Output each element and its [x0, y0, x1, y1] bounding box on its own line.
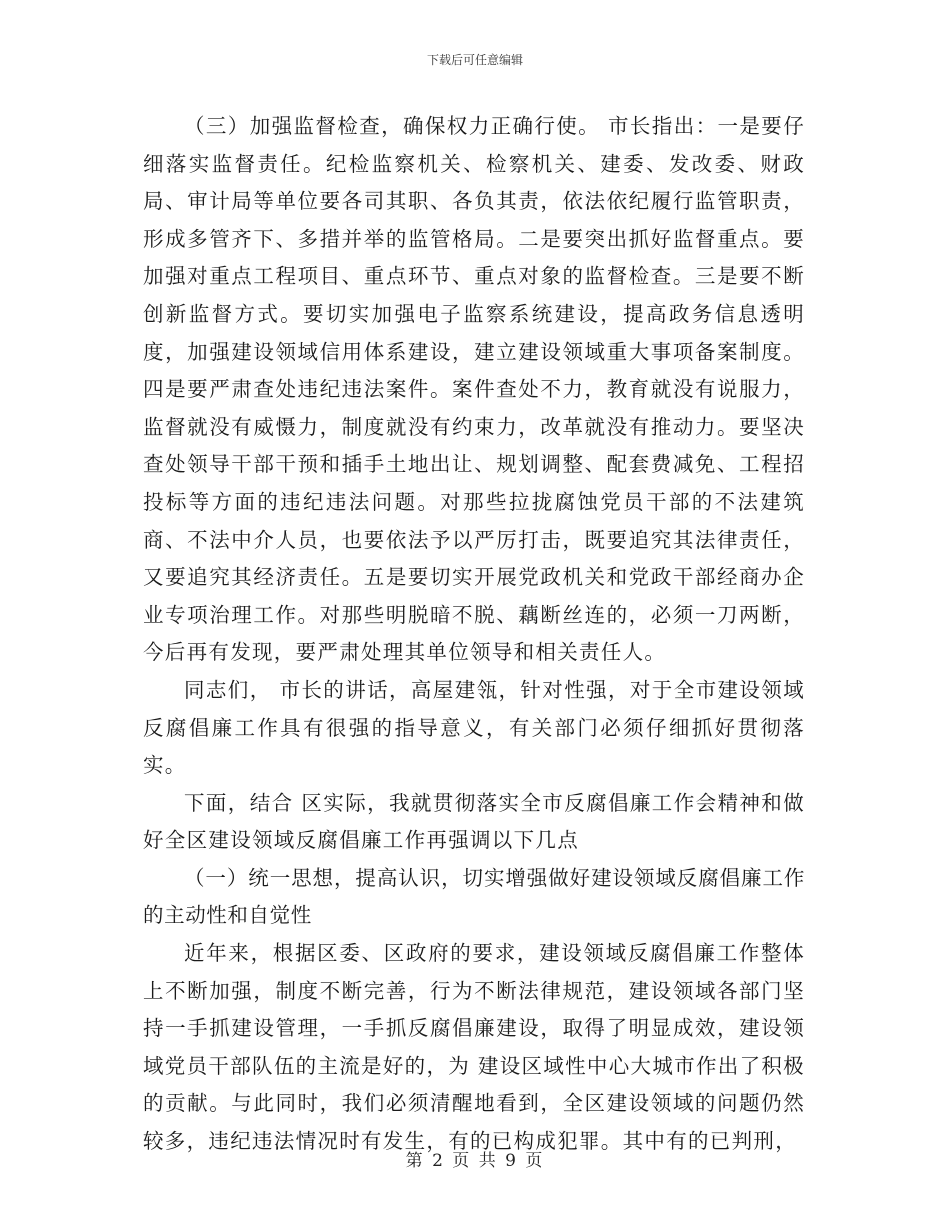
paragraph-following: 下面，结合 区实际，我就贯彻落实全市反腐倡廉工作会精神和做好全区建设领域反腐倡廉工作再强调以下几点: [143, 790, 805, 853]
page-header-note: 下载后可任意编辑: [426, 53, 523, 67]
document-body: [143, 108, 805, 1161]
page-number: 第 2 页 共 9 页: [405, 1151, 545, 1171]
paragraph-comrades: 同志们， 市长的讲话，高屋建瓴，针对性强，对于全市建设领域反腐倡廉工作具有很强的指导意义，有关部门必须仔细抓好贯彻落实。: [143, 677, 805, 778]
paragraph-recent-years: 近年来，根据区委、区政府的要求，建设领域反腐倡廉工作整体上不断加强，制度不断完善，行为不断法律规范，建设领域各部门坚持一手抓建设管理，一手抓反腐倡廉建设，取得了明显成效，建设领域党员干部队伍的主流是好的，为 建设区域性中心大城市作出了积极的贡献。与此同时，我们必须清醒地看到，全区建设领域的问题仍然较多，违纪违法情况时有发生，有的已构成犯罪。其中有的已判刑，: [143, 941, 805, 1154]
paragraph-section-one-heading: （一）统一思想，提高认识，切实增强做好建设领域反腐倡廉工作的主动性和自觉性: [143, 865, 805, 928]
paragraph-supervision: （三）加强监督检查，确保权力正确行使。 市长指出：一是要仔细落实监督责任。纪检监察机关、检察机关、建委、发改委、财政局、审计局等单位要各司其职、各负其责，依法依纪履行监管职责，形成多管齐下、多措并举的监管格局。二是要突出抓好监督重点。要加强对重点工程项目、重点环节、重点对象的监督检查。三是要不断创新监督方式。要切实加强电子监察系统建设，提高政务信息透明度，加强建设领域信用体系建设，建立建设领域重大事项备案制度。四是要严肃查处违纪违法案件。案件查处不力，教育就没有说服力，监督就没有威慑力，制度就没有约束力，改革就没有推动力。要坚决查处领导干部干预和插手土地出让、规划调整、配套费减免、工程招投标等方面的违纪违法问题。对那些拉拢腐蚀党员干部的不法建筑商、不法中介人员，也要依法予以严厉打击，既要追究其法律责任，又要追究其经济责任。五是要切实开展党政机关和党政干部经商办企业专项治理工作。对那些明脱暗不脱、藕断丝连的，必须一刀两断，今后再有发现，要严肃处理其单位领导和相关责任人。: [143, 114, 805, 665]
